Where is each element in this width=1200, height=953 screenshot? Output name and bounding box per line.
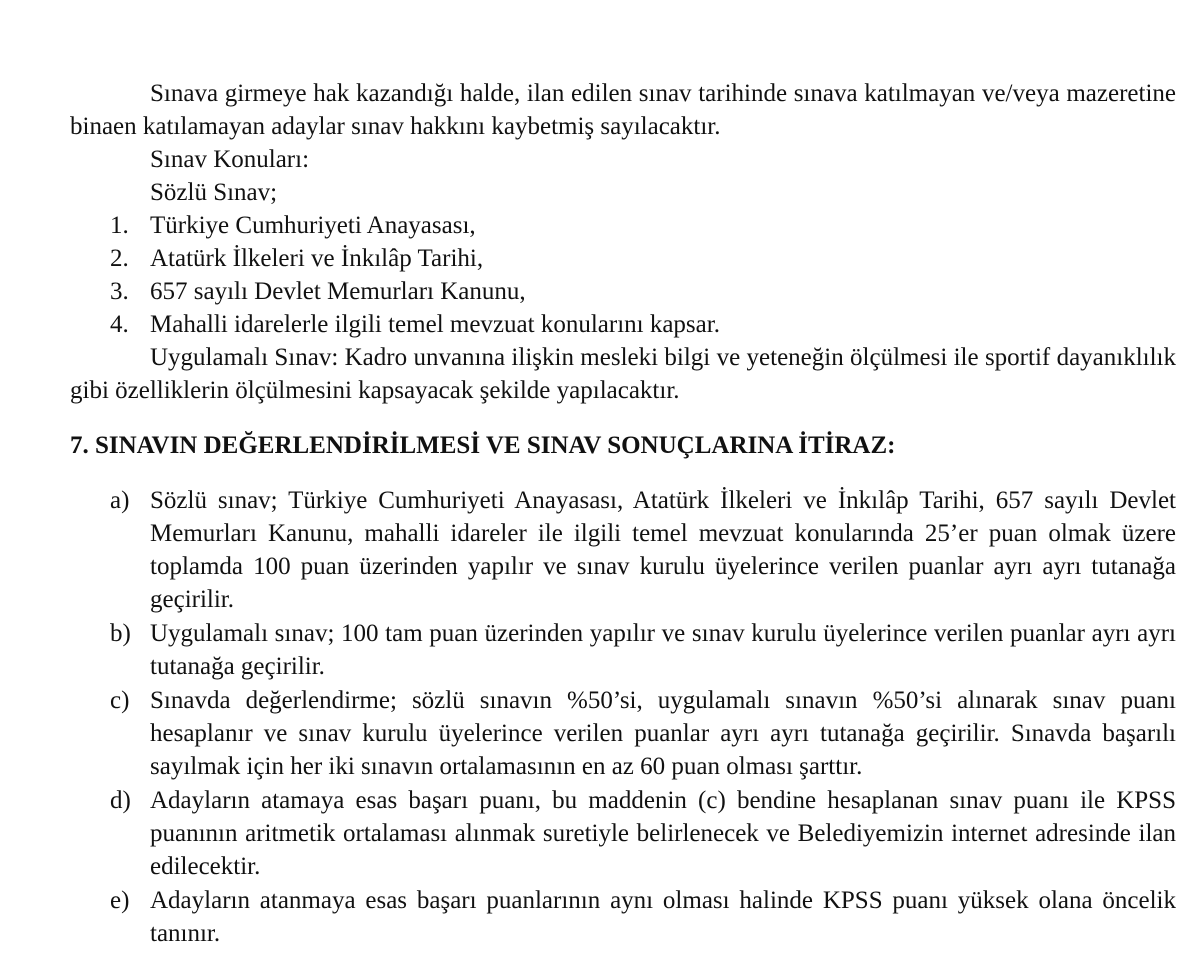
list-item-text: Atatürk İlkeleri ve İnkılâp Tarihi, (150, 245, 484, 272)
list-item-text: Türkiye Cumhuriyeti Anayasası, (150, 212, 476, 239)
list-item-number: 1. (110, 212, 129, 239)
list-item-label: b) (110, 620, 131, 647)
section-heading: 7. SINAVIN DEĞERLENDİRİLMESİ VE SINAV SONUÇLARINA İTİRAZ: (70, 432, 896, 459)
list-item (70, 884, 1176, 950)
intro-paragraph: Sınava girmeye hak kazandığı halde, ilan edilen sınav tarihinde sınava katılmayan ve/veya mazeretine binaen katılamayan adaylar sınav hakkını kaybetmiş sayılacaktır. (70, 80, 1176, 140)
list-item-text: Adayların atanmaya esas başarı puanlarının aynı olması halinde KPSS puanı yüksek olana öncelik tanınır. (150, 887, 1176, 947)
list-item-text: Sözlü sınav; Türkiye Cumhuriyeti Anayasası, Atatürk İlkeleri ve İnkılâp Tarihi, 657 sayılı Devlet Memurları Kanunu, mahalli idareler ile ilgili temel mevzuat konularında 25’er puan olmak üzere toplamda 100 puan üzerinden yapılır ve sınav kurulu üyelerince verilen puanlar ayrı ayrı tutanağa geçirilir. (150, 487, 1176, 613)
list-item (70, 684, 1176, 783)
oral-exam-heading: Sözlü Sınav; (150, 179, 278, 206)
list-item (70, 275, 1176, 308)
list-item-label: e) (110, 887, 130, 914)
list-item (70, 484, 1176, 616)
list-item (70, 308, 1176, 341)
list-item-text: Sınavda değerlendirme; sözlü sınavın %50’si, uygulamalı sınavın %50’si alınarak sınav puanı hesaplanır ve sınav kurulu üyelerince verilen puanlar ayrı ayrı tutanağa geçirilir. Sınavda başarılı sayılmak için her iki sınavın ortalamasının en az 60 puan olması şarttır. (150, 687, 1176, 780)
list-item-text: Mahalli idarelerle ilgili temel mevzuat konularını kapsar. (150, 311, 720, 338)
document-page (70, 77, 1176, 951)
list-item (70, 242, 1176, 275)
list-item (70, 784, 1176, 883)
list-item-label: a) (110, 487, 130, 514)
list-item-number: 4. (110, 311, 129, 338)
list-item-number: 2. (110, 245, 129, 272)
practical-exam-paragraph: Uygulamalı Sınav: Kadro unvanına ilişkin mesleki bilgi ve yeteneğin ölçülmesi ile sportif dayanıklılık gibi özelliklerin ölçülmesini kapsayacak şekilde yapılacaktır. (70, 344, 1176, 404)
subjects-heading: Sınav Konuları: (150, 146, 310, 173)
list-item-label: c) (110, 687, 130, 714)
evaluation-list (70, 484, 1176, 950)
list-item-text: Uygulamalı sınav; 100 tam puan üzerinden yapılır ve sınav kurulu üyelerince verilen puanlar ayrı ayrı tutanağa geçirilir. (150, 620, 1176, 680)
list-item-label: d) (110, 787, 131, 814)
list-item-text: Adayların atamaya esas başarı puanı, bu maddenin (c) bendine hesaplanan sınav puanı ile KPSS puanının aritmetik ortalaması alınmak suretiyle belirlenecek ve Belediyemizin internet adresinde ilan edilecektir. (150, 787, 1176, 880)
list-item-number: 3. (110, 278, 129, 305)
oral-subjects-list (70, 209, 1176, 341)
list-item (70, 617, 1176, 683)
list-item (70, 209, 1176, 242)
list-item-text: 657 sayılı Devlet Memurları Kanunu, (150, 278, 526, 305)
